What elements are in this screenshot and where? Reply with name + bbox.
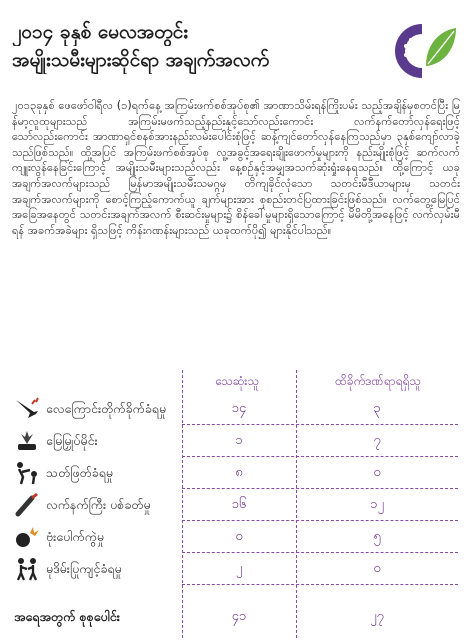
killed-value: ၁ xyxy=(235,433,243,448)
row-label: လက်နက်ကြီး ပစ်ခတ်မှု xyxy=(46,497,151,512)
arrest-icon xyxy=(14,556,40,582)
row-label: မြေမြှုပ်မိုင်း xyxy=(46,433,98,448)
injured-value: ၇ xyxy=(373,433,381,448)
intro-paragraph: ၂၀၁၃ခုနှစ် ဖေဖော်ဝါရီလ (၁)ရက်နေ့ အကြမ်းဖက်စစ်အုပ်စု၏ အာဏာသိမ်းရန်ကြိုးပမ်း သည့်အချိန်မှစတင်ပြီး မြန်မာ့လူထုများသည် အကြမ်းမဖက်သည့်နည်းနှင့်သော်လည်းကောင်း လက်နက်တော်လှန်ရေးဖြင့်သော်လည်းကောင်း အာဏာရှင်စနစ်အားနည်းလမ်းပေါင်းစုံဖြင့် ဆန့်ကျင်တော်လှန်နေကြသည်မှာ ၃နှစ်ကျော်လာခဲ့သည်ဖြစ်သည်။ ထို့အပြင် အကြမ်းဖက်စစ်အုပ်စု လူ့အခွင့်အရေးချိုးဖောက်မှုများကို နည်းမျိုးစုံဖြင့် ဆက်လက်ကျူးလွန်နေခြင်းကြောင့် အမျိုးသမီးများသည်လည်း နေ့စဉ်နှင့်အမျှအသက်ဆုံးရှုံးနေရသည်။ ထို့ကြောင့် ယခုအချက်အလက်များသည် မြန်မာအမျိုးသမီးသမဂ္ဂမှ တိကျခိုင်လုံသော သတင်းမီဒီယာများမှ သတင်းအချက်အလက်များကို စောင့်ကြည့်ကောက်ယူ ချက်များအား စုစည်းတင်ပြထားခြင်းဖြစ်သည်။ လက်တွေ့မြေပြင် အခြေအနေတွင် သတင်းအချက်အလက် စီးဆင်းမှုများ၌ စိန်ခေါ်မှုများရှိသောကြောင့် မိမိတို့အနေဖြင့် လက်လှမ်းမီရန် အခက်အခဲများ ရှိသဖြင့် ကိန်းဂဏန်းများသည် ယခုထက်ပို၍ များနိုင်ပါသည်။ xyxy=(12,99,460,237)
killed-value: ၁၆ xyxy=(231,497,247,512)
injured-value: ၁၂ xyxy=(370,497,384,512)
row-label: သတ်ဖြတ်ခံရမှု xyxy=(46,465,114,480)
total-row xyxy=(0,602,474,632)
killed-value: ၈ xyxy=(235,465,243,480)
row-divider xyxy=(182,424,458,425)
total-killed: ၄၁ xyxy=(231,609,247,624)
row-label: ဗုံးပေါက်ကွဲမှု xyxy=(46,529,104,544)
row-label: မုဒိမ်းပြုကျင့်ခံရမှု xyxy=(46,561,122,576)
row-divider xyxy=(182,456,458,457)
table-row xyxy=(0,490,474,520)
row-divider xyxy=(182,584,458,585)
total-injured: ၂၇ xyxy=(370,609,384,624)
airstrike-icon xyxy=(14,396,40,422)
total-label: အရေအတွက် စုစုပေါင်း xyxy=(14,609,120,624)
women-hands-leaf-logo-icon xyxy=(386,22,458,80)
title-line-1: ၂၀၁၄ ခုနှစ် မေလအတွင်း xyxy=(12,21,189,43)
injured-value: ၀ xyxy=(373,465,381,480)
table-row xyxy=(0,522,474,552)
row-divider xyxy=(182,552,458,553)
table-header xyxy=(0,370,474,392)
page-title xyxy=(12,18,382,74)
row-label: လေကြောင်းတိုက်ခိုက်ခံရမှု xyxy=(46,401,167,416)
table-row xyxy=(0,426,474,456)
artillery-icon xyxy=(14,492,40,518)
landmine-icon xyxy=(14,428,40,454)
row-divider xyxy=(182,488,458,489)
table-row xyxy=(0,394,474,424)
row-divider xyxy=(182,520,458,521)
killed-value: ၂ xyxy=(235,561,243,576)
killed-value: ၁၄ xyxy=(231,401,247,416)
explosion-icon xyxy=(14,524,40,550)
shooting-icon xyxy=(14,460,40,486)
injured-value: ၃ xyxy=(373,401,381,416)
title-line-2: အမျိုးသမီးများဆိုင်ရာ အချက်အလက် xyxy=(12,49,270,71)
table-row xyxy=(0,458,474,488)
header-killed: သေဆုံးသူ xyxy=(215,374,259,388)
killed-value: ၀ xyxy=(235,529,243,544)
header-injured: ထိခိုက်ဒဏ်ရာရရှိသူ xyxy=(335,374,421,388)
injured-value: ၅ xyxy=(373,529,381,544)
injured-value: ၀ xyxy=(373,561,381,576)
table-row xyxy=(0,554,474,584)
